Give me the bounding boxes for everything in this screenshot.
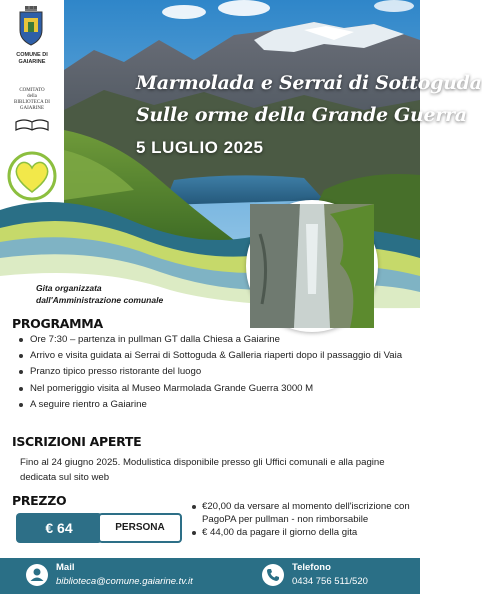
list-item: A seguire rientro a Gaiarine [16, 398, 412, 411]
event-date: 5 LUGLIO 2025 [136, 138, 264, 157]
price-amount: € 64 [16, 513, 102, 543]
iscrizioni-text: Fino al 24 giugno 2025. Modulistica disponibile presso gli Uffici comunali e alla pagine dedicata sul sito web [20, 457, 385, 483]
title-line-2: Sulle orme della Grande Guerra [136, 104, 467, 126]
prezzo-list [190, 500, 414, 539]
mail-label: Mail [56, 562, 75, 573]
book-icon [14, 118, 50, 132]
library-line2: della [27, 94, 37, 99]
gorge-icon [250, 204, 374, 328]
person-icon [26, 564, 48, 586]
list-item: €20,00 da versare al momento dell'iscrizione con PagoPA per pullman - non rimborsabile [190, 500, 414, 526]
price-unit: PERSONA [98, 513, 182, 543]
iscrizioni-title: ISCRIZIONI APERTE [12, 434, 142, 449]
programma-list [16, 333, 412, 414]
list-item: Arrivo e visita guidata ai Serrai di Sottoguda & Galleria riaperti dopo il passaggio di Vaia [16, 349, 412, 362]
contact-footer [0, 558, 420, 594]
programma-title: PROGRAMMA [12, 316, 103, 331]
mail-link[interactable]: biblioteca@comune.gaiarine.tv.it [56, 576, 193, 587]
crest-icon [18, 6, 44, 46]
phone-link[interactable]: 0434 756 511/520 [292, 576, 368, 587]
phone-label: Telefono [292, 562, 331, 573]
sidebar [0, 0, 64, 200]
library-label [6, 88, 58, 112]
library-line4: GAIARINE [19, 106, 45, 111]
phone-icon [262, 564, 284, 586]
organizer-note [36, 282, 236, 306]
prezzo-title: PREZZO [12, 493, 67, 508]
organizer-line2: dall'Amministrazione comunale [36, 295, 164, 305]
comune-line2: GAIARINE [18, 59, 46, 65]
gorge-photo [246, 200, 378, 332]
library-line3: BIBLIOTECA DI [14, 100, 50, 105]
organizer-line1: Gita organizzata [36, 283, 102, 293]
comune-line1: COMUNE DI [16, 52, 48, 58]
title-line-1: Marmolada e Serrai di Sottoguda [136, 72, 482, 94]
library-line1: COMITATO [19, 88, 45, 93]
list-item: Nel pomeriggio visita al Museo Marmolada Grande Guerra 3000 M [16, 382, 412, 395]
comune-label [4, 52, 60, 66]
list-item: € 44,00 da pagare il giorno della gita [190, 526, 414, 539]
list-item: Pranzo tipico presso ristorante del luogo [16, 365, 412, 378]
list-item: Ore 7:30 – partenza in pullman GT dalla Chiesa a Gaiarine [16, 333, 412, 346]
